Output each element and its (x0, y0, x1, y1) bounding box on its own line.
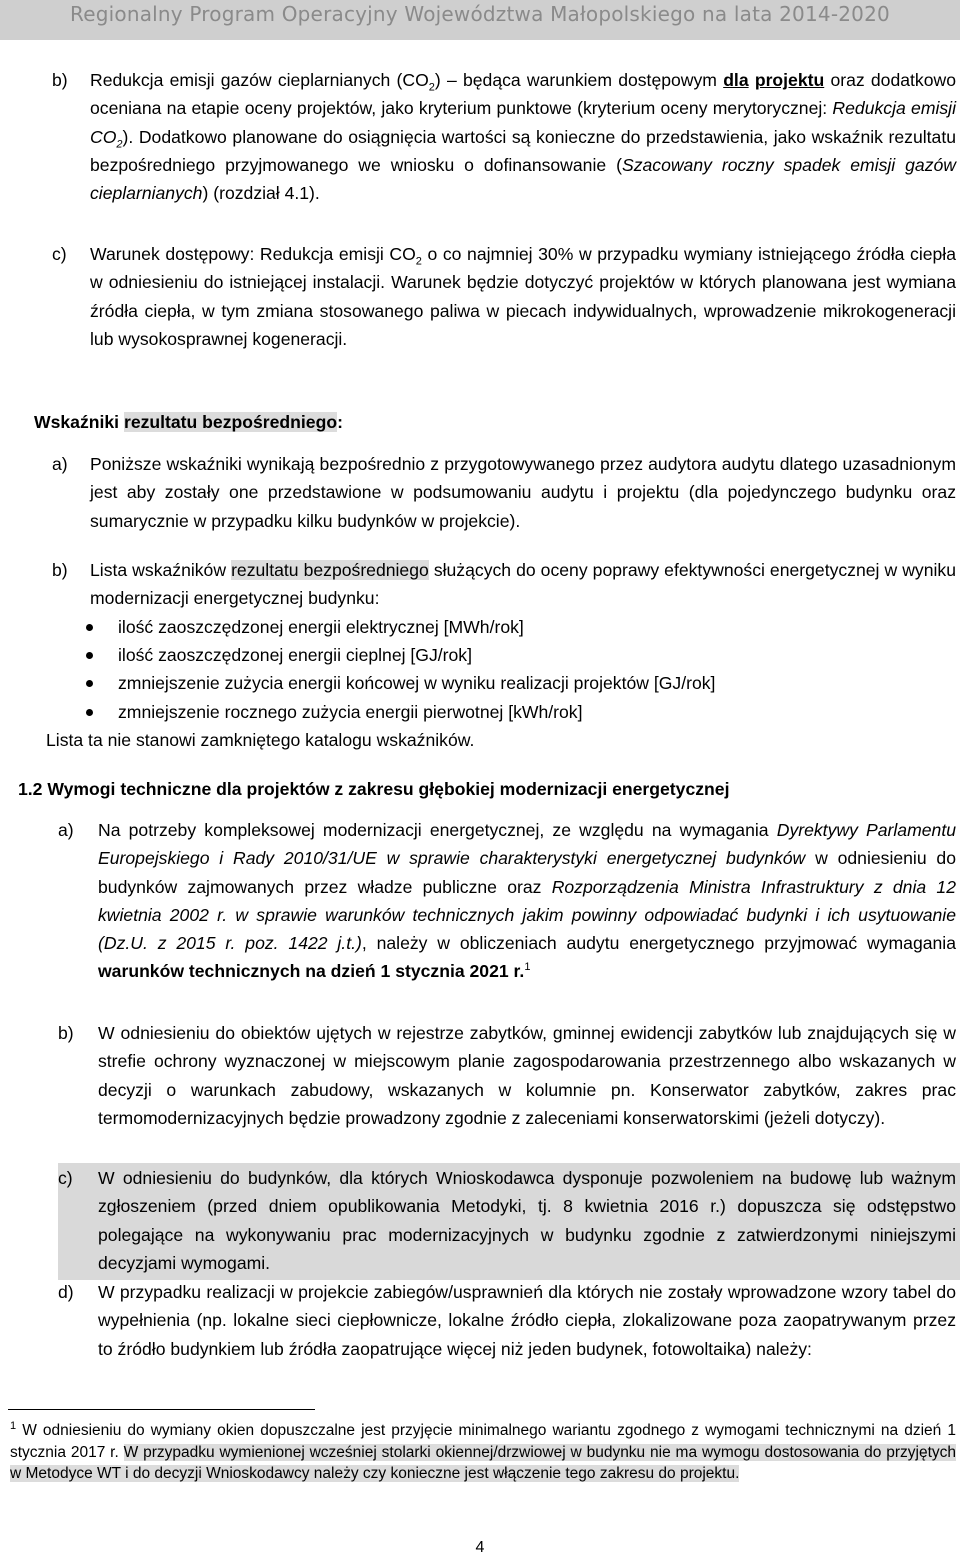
item-label: a) (58, 820, 74, 840)
bullet-icon (86, 680, 93, 687)
page-number: 4 (475, 1539, 485, 1556)
list-item-b-indicator-list (52, 556, 956, 613)
list-item-a-indicators (52, 450, 956, 535)
footnote: $^1$ W odniesieniu do wymiany okien dopuszczalne jest przyjęcie minimalnego wariantu zgodnego z wymogami technicznymi na dzień 1 stycznia 2017 r. W przypadku wymienionej wcześniej stolarki okiennej/drzwiowej w budynku nie ma wymogu dostosowania do przyjętych w Metodyce WT i do decyzji Wnioskodawcy należy czy konieczne jest włączenie tego zakresu do projektu. (10, 1419, 956, 1483)
footnote-separator (8, 1409, 315, 1410)
item-text: Warunek dostępowy: Redukcja emisji $CO_2$ o co najmniej 30% w przypadku wymiany istniejącego źródła ciepła w odniesieniu do istniejącej instalacji. Warunek będzie dotyczyć projektów w których planowana jest wymiana źródła ciepła, w tym zmiana stosowanego paliwa w piecach indywidualnych, wprowadzenie mikrokogeneracji lub wysokosprawnej kogeneracji. (90, 244, 956, 349)
bullet-icon (86, 652, 93, 659)
list-item-c-permits (58, 1164, 956, 1277)
header-title: Regionalny Program Operacyjny Województwa Małopolskiego na lata 2014-2020 (70, 2, 890, 26)
list-item-b-monuments (58, 1019, 956, 1132)
item-label: c) (52, 244, 67, 264)
item-label: b) (58, 1023, 74, 1043)
footnote-number: 1 (10, 1419, 17, 1432)
item-text: W przypadku realizacji w projekcie zabiegów/usprawnień dla których nie zostały wprowadzone wzory tabel do wypełnienia (np. lokalne sieci ciepłownicze, lokalne źródło ciepła, zlokalizowane poza zaopatrywanym przez to źródło budynkiem lub źródła zaopatrujące więcej niż jeden budynek, fotowoltaika) należy: (98, 1282, 956, 1359)
list-item-b-emissions (52, 66, 956, 207)
bullet-icon (86, 624, 93, 631)
list-item-a-requirements (58, 816, 956, 986)
item-text: W odniesieniu do obiektów ujętych w rejestrze zabytków, gminnej ewidencji zabytków lub znajdujących się w strefie ochrony wyznaczonej w miejscowym planie zagospodarowania przestrzennego albo wskazanych w decyzji o warunkach zabudowy, wskazanych w kolumnie pn. Konserwator zabytków, zakres prac termomodernizacyjnych będzie prowadzony zgodnie z zaleceniami konserwatorskimi (jeżeli dotyczy). (98, 1023, 956, 1128)
item-text: Lista wskaźników rezultatu bezpośredniego służących do oceny poprawy efektywności energetycznej w wyniku modernizacji energetycznej budynku: (90, 560, 956, 609)
item-text: Redukcja emisji gazów cieplarnianych $(CO_2)$ – będąca warunkiem dostępowym dla projektu oraz dodatkowo oceniana na etapie oceny projektów, jako kryterium punktowe (kryterium oceny merytorycznej: Redukcja emisji $CO_2$). Dodatkowo planowane do osiągnięcia wartości są konieczne do przedstawienia, jako wskaźnik rezultatu bezpośredniego przyjmowanego we wniosku o dofinansowanie (Szacowany roczny spadek emisji gazów cieplarnianych) (rozdział 4.1). (90, 70, 956, 204)
indicators-heading: Wskaźniki rezultatu bezpośredniego: (34, 412, 343, 432)
list-item-d-other-measures (58, 1278, 956, 1363)
item-text: Na potrzeby kompleksowej modernizacji energetycznej, ze względu na wymagania Dyrektywy Parlamentu Europejskiego i Rady 2010/31/UE w sprawie charakterystyki energetycznej budynków w odniesieniu do budynków zajmowanych przez władze publiczne oraz Rozporządzenia Ministra Infrastruktury z dnia 12 kwietnia 2002 r. w sprawie warunków technicznych jakim powinny odpowiadać budynki i ich usytuowanie (Dz.U. z 2015 r. poz. 1422 j.t.), należy w obliczeniach audytu energetycznego przyjmować wymagania warunków technicznych na dzień 1 stycznia 2021 r.$^1$ (98, 820, 956, 982)
indicators-closing: Lista ta nie stanowi zamkniętego katalogu wskaźników. (46, 730, 475, 750)
item-label: c) (58, 1168, 73, 1188)
bullet-icon (86, 709, 93, 716)
footnote-ref: 1 (524, 961, 531, 974)
item-text: W odniesieniu do budynków, dla których Wnioskodawca dysponuje pozwoleniem na budowę lub ważnym zgłoszeniem (przed dniem opublikowania Metodyki, tj. 8 kwietnia 2016 r.) dopuszcza się odstępstwo polegające na wykonywaniu prac modernizacyjnych w budynku zgodnie z zatwierdzonymi niniejszymi decyzjami wymogami. (98, 1168, 956, 1273)
item-text: Poniższe wskaźniki wynikają bezpośrednio z przygotowywanego przez audytora audytu dlatego uzasadnionym jest aby zostały one przedstawione w podsumowaniu audytu i projektu (dla pojedynczego budynku oraz sumarycznie w przypadku kilku budynków w projekcie). (90, 454, 956, 531)
section-heading: 1.2 Wymogi techniczne dla projektów z zakresu głębokiej modernizacji energetycznej (18, 779, 730, 799)
item-label: d) (58, 1282, 74, 1302)
item-label: a) (52, 454, 68, 474)
running-header (0, 0, 960, 40)
item-label: b) (52, 70, 68, 90)
item-label: b) (52, 560, 68, 580)
list-item-c-access-condition (52, 240, 956, 353)
